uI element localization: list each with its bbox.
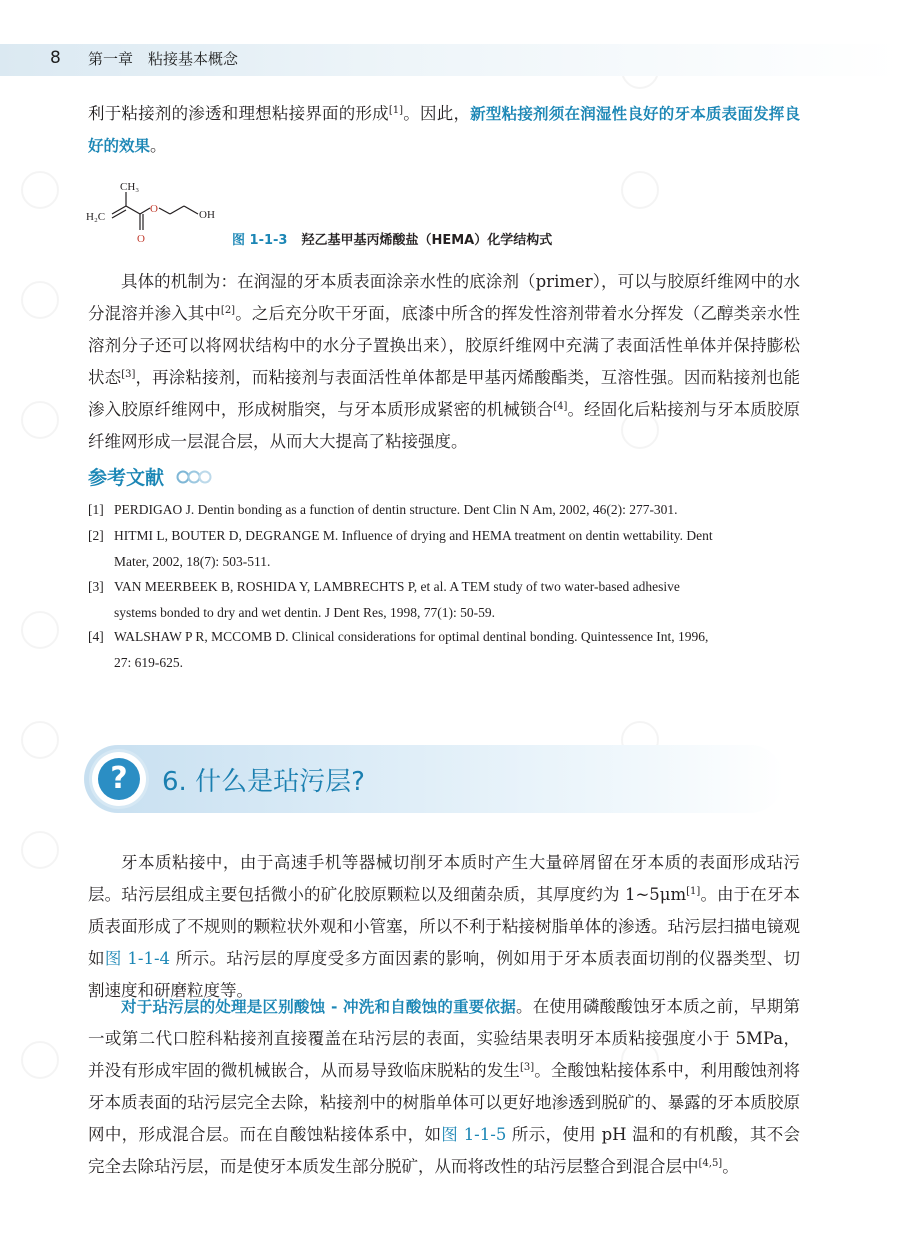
section-title: 6. 什么是玷污层? [162, 767, 365, 797]
smear-layer-paragraph: 牙本质粘接中，由于高速手机等器械切削牙本质时产生大量碎屑留在牙本质的表面形成玷污层。玷污层组成主要包括微小的矿化胶原颗粒以及细菌杂质，其厚度约为 1~5μm[1]。由于在牙本质表面形成了不规则的颗粒状外观和小管塞，所以不利于粘接树脂单体的渗透。玷污层扫描电镜观如图 1-1-4 所示。玷污层的厚度受多方面因素的影响，例如用于牙本质表面切削的仪器类型、切割速度和研磨粒度等。 [88, 853, 801, 1000]
label-o-ester: O [150, 203, 158, 215]
question-icon [92, 752, 146, 806]
figure-caption [232, 229, 552, 248]
label-ch3: CH₃ [120, 181, 140, 193]
figure-number: 图 1-1-3 [232, 233, 288, 248]
hema-structure-diagram [84, 176, 244, 250]
page-number: 8 [50, 48, 61, 68]
treatment-paragraph: 对于玷污层的处理是区别酸蚀 - 冲洗和自酸蚀的重要依据。在使用磷酸酸蚀牙本质之前，早期第一或第二代口腔科粘接剂直接覆盖在玷污层的表面，实验结果表明牙本质粘接强度小于 5MPa，并没有形成牢固的微机械嵌合，从而易导致临床脱粘的发生[3]。全酸蚀粘接体系中，利用酸蚀剂将牙本质表面的玷污层完全去除，粘接剂中的树脂单体可以更好地渗透到脱矿的、暴露的牙本质胶原网中，形成混合层。而在自酸蚀粘接体系中，如图 1-1-5 所示，使用 pH 温和的有机酸，其不会完全去除玷污层，而是使牙本质发生部分脱矿，从而将改性的玷污层整合到混合层中[4,5]。 [88, 997, 801, 1176]
citation: [4,5] [698, 1158, 723, 1169]
figure-caption-text: 羟乙基甲基丙烯酸盐（HEMA）化学结构式 [301, 233, 553, 248]
label-o-carbonyl: O [137, 233, 145, 245]
reference-item: [1] PERDIGAO J. Dentin bonding as a function of dentin structure. Dent Clin N Am, 2002, 46(2): 277-301. [88, 502, 678, 517]
mechanism-paragraph: 具体的机制为：在润湿的牙本质表面涂亲水性的底涂剂（primer），可以与胶原纤维网中的水分混溶并渗入其中[2]。之后充分吹干牙面，底漆中所含的挥发性溶剂带着水分挥发（乙醇类亲水性溶剂分子还可以将网状结构中的水分子置换出来），胶原纤维网中充满了表面活性单体并保持膨松状态[3]，再涂粘接剂，而粘接剂与表面活性单体都是甲基丙烯酸酯类，互溶性强。因而粘接剂也能渗入胶原纤维网中，形成树脂突，与牙本质形成紧密的机械锁合[4]。经固化后粘接剂与牙本质胶原纤维网形成一层混合层，从而大大提高了粘接强度。 [88, 272, 801, 451]
reference-item: [3] VAN MEERBEEK B, ROSHIDA Y, LAMBRECHTS P, et al. A TEM study of two water-based adhesive systems bonded to dry and wet dentin. J Dent Res, 1998, 77(1): 50-59. [88, 579, 680, 620]
question-mark: ? [98, 758, 140, 800]
citation: [1] [686, 886, 701, 897]
citation: [3] [520, 1062, 535, 1073]
citation: [3] [121, 369, 136, 380]
highlight-text: 新型粘接剂须在润湿性良好的牙本质表面发挥良好的效果 [88, 105, 801, 155]
intro-paragraph: 利于粘接剂的渗透和理想粘接界面的形成[1]。因此，新型粘接剂须在润湿性良好的牙本质表面发挥良好的效果。 [88, 104, 801, 155]
figure-link[interactable]: 图 1-1-4 [104, 949, 171, 968]
references-decoration-icon [176, 470, 216, 484]
citation: [1] [388, 105, 404, 116]
citation: [2] [220, 305, 236, 316]
reference-item: [2] HITMI L, BOUTER D, DEGRANGE M. Influence of drying and HEMA treatment on dentin wettability. Dent Mater, 2002, 18(7): 503-511. [88, 528, 713, 569]
figure-link[interactable]: 图 1-1-5 [441, 1125, 507, 1144]
citation: [4] [553, 401, 568, 412]
label-h2c: H₂C [86, 211, 106, 223]
label-oh: OH [199, 209, 215, 221]
chapter-title: 第一章 粘接基本概念 [88, 50, 239, 68]
reference-item: [4] WALSHAW P R, MCCOMB D. Clinical considerations for optimal dentinal bonding. Quintessence Int, 1996, 27: 619-625. [88, 629, 709, 670]
references-heading: 参考文献 [88, 467, 165, 489]
highlight-text: 对于玷污层的处理是区别酸蚀 - 冲洗和自酸蚀的重要依据 [121, 998, 516, 1016]
